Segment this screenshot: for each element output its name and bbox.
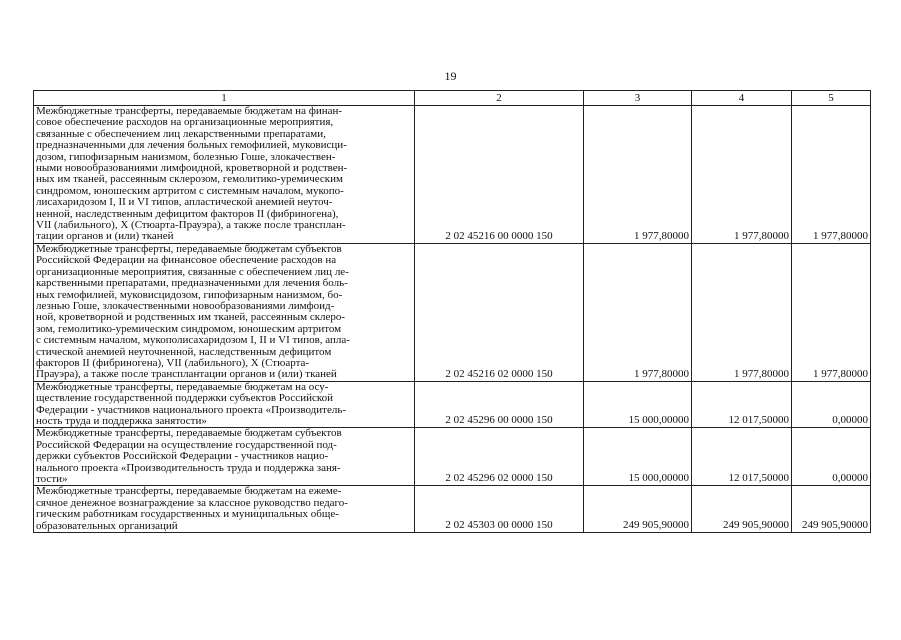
- row-value-col3: 15 000,00000: [584, 428, 692, 486]
- row-description: Межбюджетные трансферты, передаваемые бюджетам на осу- ществление государственной поддержки субъектов Российской Федерации - участников национального проекта «Производитель- ность труда и поддержка занятости»: [34, 381, 415, 428]
- budget-table: [33, 90, 871, 533]
- row-value-col5: 249 905,90000: [792, 486, 871, 533]
- header-col-1: 1: [34, 91, 415, 106]
- row-value-col4: 249 905,90000: [692, 486, 792, 533]
- row-value-col4: 12 017,50000: [692, 381, 792, 428]
- header-col-3: 3: [584, 91, 692, 106]
- row-value-col4: 1 977,80000: [692, 243, 792, 381]
- page-number: 19: [444, 69, 457, 83]
- table-row: [34, 486, 871, 533]
- table-row: [34, 381, 871, 428]
- header-col-2: 2: [415, 91, 584, 106]
- row-value-col5: 0,00000: [792, 381, 871, 428]
- row-value-col4: 12 017,50000: [692, 428, 792, 486]
- row-value-col3: 1 977,80000: [584, 106, 692, 244]
- row-description: Межбюджетные трансферты, передаваемые бюджетам на финан- совое обеспечение расходов на организационные мероприятия, связанные с обеспечением лиц лекарственными препаратами, предназначенными для лечения больных гемофилией, муковисци- дозом, гипофизарным нанизмом, болезнью Гоше, злокачествен- ными новообразованиями лимфоидной, кроветворной и родствен- ных им тканей, рассеянным склерозом, гемолитико-уремическим синдромом, юношеским артритом с системным началом, мукопо- лисахаридозом I, II и VI типов, апластической анемией неуточ- ненной, наследственным дефицитом факторов II (фибриногена), VII (лабильного), X (Стюарта-Прауэра), а также после трансплан- тации органов и (или) тканей: [34, 106, 415, 244]
- row-value-col5: 1 977,80000: [792, 106, 871, 244]
- row-value-col5: 0,00000: [792, 428, 871, 486]
- row-value-col5: 1 977,80000: [792, 243, 871, 381]
- header-col-4: 4: [692, 91, 792, 106]
- row-value-col3: 15 000,00000: [584, 381, 692, 428]
- row-value-col3: 249 905,90000: [584, 486, 692, 533]
- row-code: 2 02 45216 00 0000 150: [415, 106, 584, 244]
- row-code: 2 02 45296 02 0000 150: [415, 428, 584, 486]
- table-row: [34, 428, 871, 486]
- table-row: [34, 243, 871, 381]
- row-value-col4: 1 977,80000: [692, 106, 792, 244]
- row-value-col3: 1 977,80000: [584, 243, 692, 381]
- table-header-row: [34, 91, 871, 106]
- row-code: 2 02 45216 02 0000 150: [415, 243, 584, 381]
- header-col-5: 5: [792, 91, 871, 106]
- row-description: Межбюджетные трансферты, передаваемые бюджетам субъектов Российской Федерации на осуществление государственной под- держки субъектов Российской Федерации - участников нацио- нального проекта «Производительность труда и поддержка заня- тости»: [34, 428, 415, 486]
- row-code: 2 02 45296 00 0000 150: [415, 381, 584, 428]
- table-row: [34, 106, 871, 244]
- row-description: Межбюджетные трансферты, передаваемые бюджетам на ежеме- сячное денежное вознаграждение за классное руководство педаго- гическим работникам государственных и муниципальных обще- образовательных организаций: [34, 486, 415, 533]
- row-description: Межбюджетные трансферты, передаваемые бюджетам субъектов Российской Федерации на финансовое обеспечение расходов на организационные мероприятия, связанные с обеспечением лиц ле- карственными препаратами, предназначенными для лечения боль- ных гемофилией, муковисцидозом, гипофизарным нанизмом, бо- лезнью Гоше, злокачественными новообразованиями лимфоид- ной, кроветворной и родственных им тканей, рассеянным склеро- зом, гемолитико-уремическим синдромом, юношеским артритом с системным началом, мукополисахаридозом I, II и VI типов, апла- стической анемией неуточненной, наследственным дефицитом факторов II (фибриногена), VII (лабильного), X (Стюарта- Прауэра), а также после трансплантации органов и (или) тканей: [34, 243, 415, 381]
- row-code: 2 02 45303 00 0000 150: [415, 486, 584, 533]
